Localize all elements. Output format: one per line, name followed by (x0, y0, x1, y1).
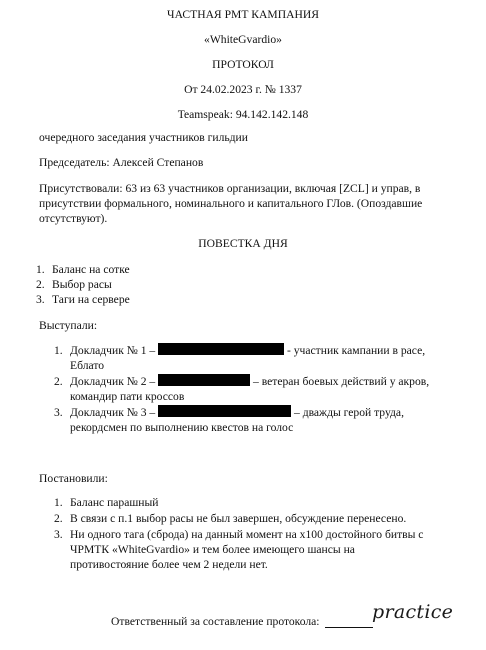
list-item: 1. Баланс парашный (54, 496, 159, 509)
org-title: ЧАСТНАЯ РМТ КАМПАНИЯ (167, 8, 319, 21)
list-item-continuation: рекордсмен по выполнению квестов на голос (70, 421, 294, 434)
org-name: «WhiteGvardio» (204, 33, 282, 46)
present-line: Присутствовали: 63 из 63 участников организации, включая [ZCL] и управ, в (39, 182, 421, 195)
list-item: 3. Докладчик № 3 – – дважды герой труда, (54, 406, 404, 419)
list-item-continuation: командир пати кроссов (70, 390, 185, 403)
document-date: От 24.02.2023 г. № 1337 (184, 83, 302, 96)
list-item: 1. Докладчик № 1 – - участник кампании в расе, (54, 344, 426, 357)
redaction-bar (158, 405, 291, 417)
list-item: 1. Баланс на сотке (36, 263, 130, 276)
signature-line (325, 614, 373, 629)
list-item: 2. Докладчик № 2 – – ветеран боевых действий у акров, (54, 375, 430, 388)
list-item: 2. Выбор расы (36, 278, 112, 291)
agenda-title: ПОВЕСТКА ДНЯ (198, 237, 288, 250)
resolved-title: Постановили: (39, 472, 108, 485)
list-item: 2. В связи с п.1 выбор расы не был завершен, обсуждение перенесено. (54, 512, 407, 525)
signature-label: Ответственный за составление протокола: (111, 615, 320, 628)
present-line: отсутствуют). (39, 212, 108, 225)
teamspeak-address: Teamspeak: 94.142.142.148 (177, 108, 309, 121)
list-item: 3. Таги на сервере (36, 293, 130, 306)
list-item-continuation: противостояние более чем 2 недели нет. (70, 558, 268, 571)
signature-underline (325, 615, 373, 628)
redaction-bar (158, 343, 284, 355)
list-item-continuation: ЧРМТК «WhiteGvardio» и тем более имеющего шансы на (70, 543, 355, 556)
list-item: 3. Ни одного тага (сброда) на данный момент на х100 достойного битвы с (54, 528, 424, 541)
present-line: присутствии формального, номинального и капитального ГЛов. (Опоздавшие (39, 197, 423, 210)
meeting-subtitle: очередного заседания участников гильдии (39, 131, 248, 144)
list-item-continuation: Еблато (70, 359, 105, 372)
redaction-bar (158, 374, 250, 386)
handwritten-signature: practice (372, 601, 454, 623)
document-title: ПРОТОКОЛ (212, 58, 274, 71)
chairman: Председатель: Алексей Степанов (39, 156, 204, 169)
speakers-title: Выступали: (39, 319, 98, 332)
